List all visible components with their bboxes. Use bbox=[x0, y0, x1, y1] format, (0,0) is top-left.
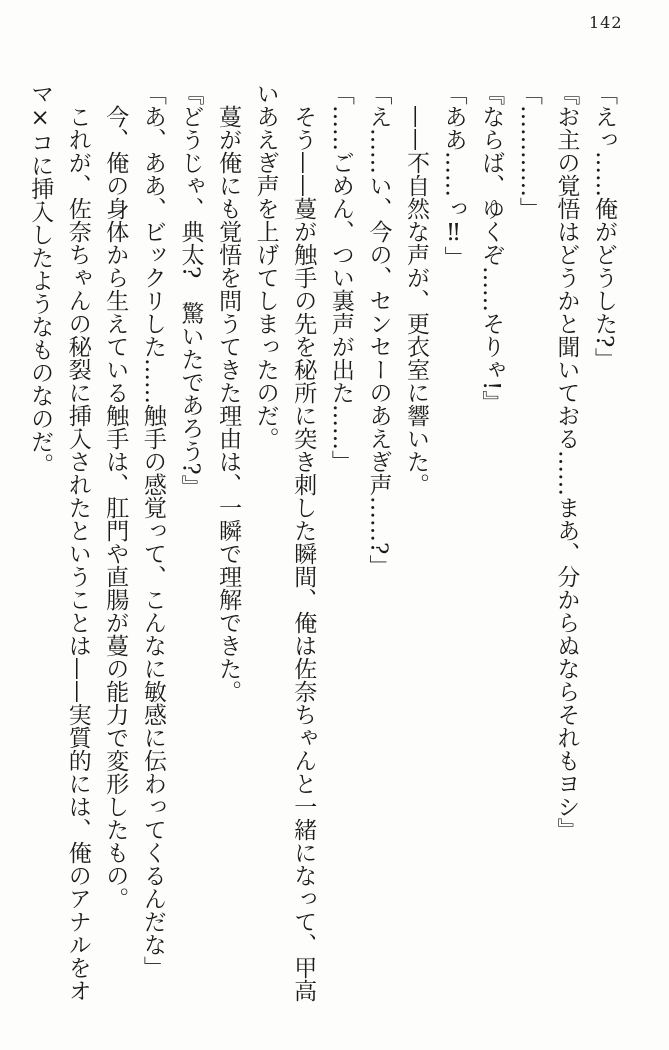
paragraph: 「あ、ああ、ビックリした……触手の感覚って、こんなに敏感に伝わってくるんだな」 bbox=[139, 82, 166, 979]
paragraph: 『どうじゃ、典太? 驚いたであろう?』 bbox=[177, 82, 204, 498]
paragraph: ——不自然な声が、更衣室に響いた。 bbox=[403, 82, 430, 496]
paragraph: 「…………」 bbox=[515, 82, 542, 220]
paragraph: 『お主の覚悟はどうかと聞いておる……まあ、分からぬならそれもヨシ』 bbox=[553, 82, 580, 841]
paragraph: そう——蔓が触手の先を秘所に突き刺した瞬間、俺は佐奈ちゃんと一緒になって、甲高いあえぎ声を上げてしまったのだ。 bbox=[252, 82, 317, 1002]
paragraph: 「えっ……俺がどうした?」 bbox=[591, 82, 617, 371]
paragraph: 今、俺の身体から生えている触手は、肛門や直腸が蔓の能力で変形したもの。 bbox=[102, 82, 129, 910]
paragraph: 蔓が俺にも覚悟を問うてきた理由は、一瞬で理解できた。 bbox=[215, 82, 242, 703]
paragraph: これが、佐奈ちゃんの秘裂に挿入されたということは——実質的には、俺のアナルをオマ×コに挿入したようなものなのだ。 bbox=[27, 82, 91, 1002]
paragraph: 「え……い、今の、センセーのあえぎ声……?」 bbox=[365, 82, 392, 578]
paragraph: 「……ごめん、つい裏声が出た……」 bbox=[327, 82, 354, 473]
page-number: 142 bbox=[589, 13, 623, 32]
vertical-text-block bbox=[18, 82, 622, 1010]
paragraph: 「ああ……っ‼」 bbox=[440, 82, 467, 269]
paragraph: 『ならば、ゆくぞ……そりゃ!』 bbox=[478, 82, 505, 414]
